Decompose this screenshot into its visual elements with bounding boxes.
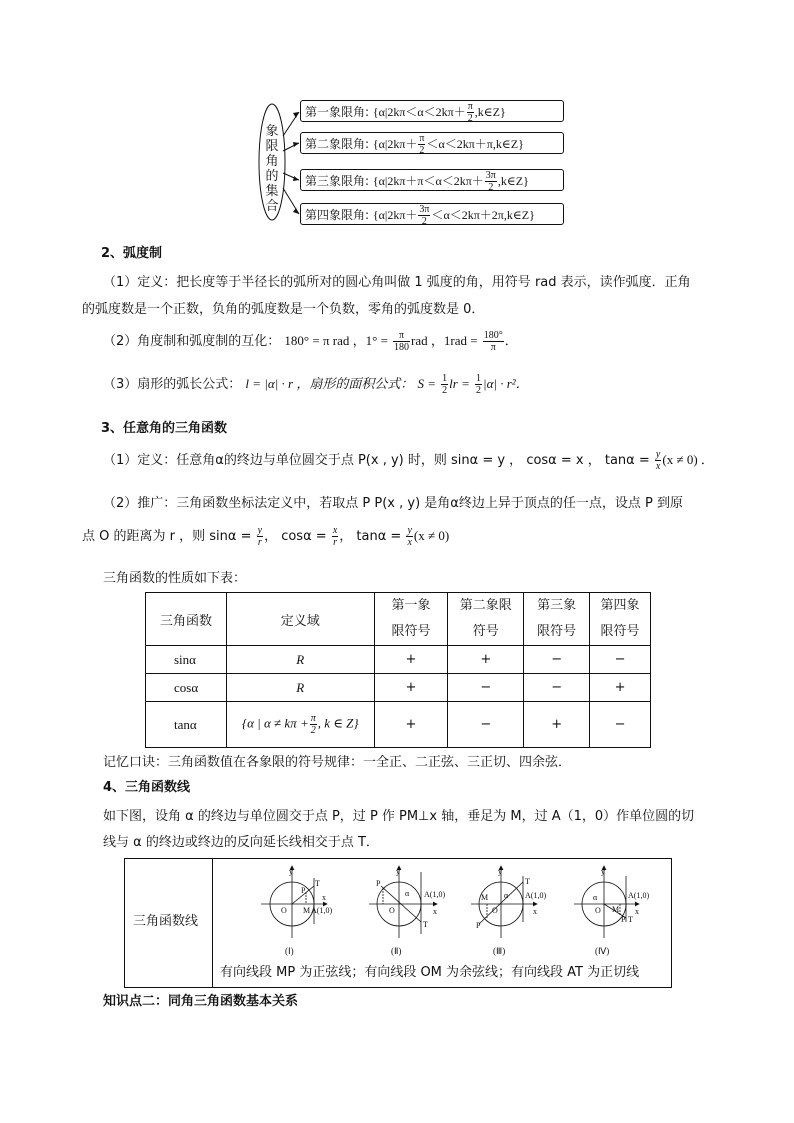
- function-cell: sinα: [146, 646, 227, 674]
- svg-text:M: M: [303, 906, 311, 915]
- sign-cell: +: [374, 674, 448, 702]
- table-header-row: [146, 593, 651, 646]
- domain-cell: R: [226, 674, 374, 702]
- quadrant-set-end: ,k∈Z}: [497, 174, 529, 188]
- sign-cell: −: [524, 646, 590, 674]
- table-row: [146, 646, 651, 674]
- sign-cell: −: [448, 674, 524, 702]
- trig-lines-figures: [219, 862, 665, 958]
- quadrant-set: {α|2kπ＋: [372, 208, 418, 222]
- section3-gen-line2: [82, 518, 449, 555]
- sign-cell: −: [448, 702, 524, 748]
- header-domain: 定义域: [226, 593, 374, 646]
- figure-1: [261, 866, 327, 938]
- section2-def-line2: 的弧度数是一个正数，负角的弧度数是一个负数，零角的弧度数是 0．: [82, 302, 485, 317]
- section2-conversion: [103, 325, 518, 358]
- section4-line1: 如下图，设角 α 的终边与单位圆交于点 P，过 P 作 PM⊥x 轴，垂足为 M，过 A（1，0）作单位圆的切: [103, 809, 695, 824]
- header-q4: 第四象 限符号: [590, 593, 651, 646]
- section2-def-line1: （1）定义：把长度等于半径长的弧所对的圆心角叫做 1 弧度的角，用符号 rad 表示，读作弧度．正角: [103, 275, 691, 290]
- section2-sector: [103, 368, 529, 401]
- sign-cell: −: [590, 646, 651, 674]
- figure-captions: [285, 946, 609, 956]
- arc-length-formula: l = |α| · r ，扇形的面积公式：: [245, 376, 414, 391]
- svg-text:T: T: [423, 920, 428, 929]
- figure-4: [574, 866, 639, 938]
- trig-lines-footnote: 有向线段 MP 为正弦线；有向线段 OM 为余弦线；有向线段 AT 为正切线: [220, 965, 640, 980]
- conversion-frac-a: $\frac{\pi}{180}$: [394, 330, 410, 353]
- quadrant-set: {α|2kπ＋π＜α＜2kπ＋: [372, 174, 484, 188]
- svg-text:O: O: [389, 906, 395, 915]
- sign-cell: +: [374, 646, 448, 674]
- trig-lines-label: 三角函数线: [133, 914, 199, 929]
- quadrant-name: 第一象限角:: [305, 105, 370, 119]
- area-formula-pre: S =: [417, 376, 437, 391]
- svg-text:(Ⅰ): (Ⅰ): [285, 946, 294, 956]
- quadrant-set-end: ＜α＜2kπ＋π,k∈Z}: [426, 137, 524, 151]
- svg-text:x: x: [322, 893, 326, 902]
- svg-text:x: x: [635, 907, 639, 916]
- svg-text:P: P: [476, 921, 481, 930]
- sign-cell: +: [448, 646, 524, 674]
- quadrant-name: 第四象限角:: [305, 208, 370, 222]
- domain-post: , k ∈ Z}: [317, 715, 359, 731]
- section3-heading: 3、任意角的三角函数: [101, 421, 228, 436]
- svg-text:O: O: [595, 906, 601, 915]
- svg-text:O: O: [492, 906, 498, 915]
- svg-text:O: O: [281, 906, 287, 915]
- section4-line2: 线与 α 的终边或终边的反向延长线相交于点 T．: [103, 835, 379, 850]
- table-intro: 三角函数的性质如下表：: [103, 571, 247, 586]
- section3-gen-line1: （2）推广：三角函数坐标法定义中，若取点 P P(x , y) 是角α终边上异于顶点的任一点，设点 P 到原: [103, 496, 683, 511]
- definition-end: (x ≠ 0) ．: [662, 452, 714, 467]
- general-sin-label: 点 O 的距离为 r ，则 sinα =: [82, 529, 252, 544]
- figure-2-labels: [376, 867, 445, 929]
- section4-heading: 4、三角函数线: [103, 780, 191, 795]
- svg-text:(Ⅱ): (Ⅱ): [391, 946, 402, 956]
- general-tan-frac: $\frac{y}{x}$: [407, 525, 412, 548]
- svg-text:y: y: [498, 867, 502, 876]
- quadrant-frac: $\frac{3\pi}{2}$: [485, 170, 496, 193]
- quadrant-item-1: [300, 100, 564, 122]
- table-divider: [212, 859, 213, 987]
- header-q3: 第三象 限符号: [524, 593, 590, 646]
- area-formula-mid: lr =: [449, 376, 470, 391]
- sign-cell: −: [524, 674, 590, 702]
- svg-text:A(1,0): A(1,0): [311, 906, 333, 915]
- svg-text:A(1,0): A(1,0): [628, 891, 650, 900]
- trig-lines-table: [124, 858, 672, 988]
- section3-definition: [103, 442, 714, 479]
- sign-cell: −: [590, 702, 651, 748]
- quadrant-set: {α|2kπ＜α＜2kπ＋: [372, 105, 466, 119]
- conversion-formula-a: 180° = π rad ，1° =: [284, 333, 388, 348]
- quadrant-item-2: [300, 132, 564, 154]
- svg-text:α: α: [504, 891, 509, 900]
- svg-text:T: T: [525, 877, 530, 886]
- svg-text:P: P: [621, 915, 626, 924]
- svg-text:A(1,0): A(1,0): [525, 891, 547, 900]
- quadrant-name: 第二象限角:: [305, 137, 370, 151]
- area-formula-post: |α| · r²．: [483, 376, 529, 391]
- domain-cell: R: [226, 646, 374, 674]
- function-cell: tanα: [146, 702, 227, 748]
- conversion-end: ．: [504, 334, 518, 349]
- svg-text:M: M: [481, 893, 489, 902]
- area-half-2: $\frac{1}{2}$: [476, 373, 481, 396]
- sector-label: （3）扇形的弧长公式：: [103, 377, 242, 392]
- area-half-1: $\frac{1}{2}$: [442, 373, 448, 396]
- mnemonic: 记忆口诀：三角函数值在各象限的符号规律：一全正、二正弦、三正切、四余弦．: [103, 755, 572, 770]
- figure-4-labels: [593, 867, 649, 924]
- sign-cell: +: [590, 674, 651, 702]
- svg-text:α: α: [593, 893, 598, 902]
- svg-text:(Ⅲ): (Ⅲ): [493, 946, 506, 956]
- svg-text:A(1,0): A(1,0): [424, 890, 446, 899]
- header-q2: 第二象限 符号: [448, 593, 524, 646]
- svg-text:P: P: [376, 879, 381, 888]
- function-cell: cosα: [146, 674, 227, 702]
- general-sin-frac: $\frac{y}{r}$: [257, 525, 263, 548]
- quadrant-bracket-label: 象限角的集合: [265, 124, 279, 214]
- conversion-label: （2）角度制和弧度制的互化：: [103, 334, 281, 349]
- svg-text:α: α: [405, 889, 410, 898]
- general-cos-frac: $\frac{x}{r}$: [332, 525, 338, 548]
- definition-tan-frac: $\frac{y}{x}$: [655, 449, 661, 472]
- svg-text:T: T: [315, 879, 320, 888]
- quadrant-frac: $\frac{3\pi}{2}$: [419, 204, 430, 227]
- quadrant-item-4: [300, 203, 564, 225]
- general-tan-condition: (x ≠ 0): [413, 528, 450, 543]
- conversion-formula-b: rad ，1rad =: [411, 333, 478, 348]
- section2-heading: 2、弧度制: [101, 246, 163, 261]
- svg-text:T: T: [628, 915, 633, 924]
- svg-text:(Ⅳ): (Ⅳ): [595, 946, 610, 956]
- quadrant-frac: $\frac{\pi}{2}$: [419, 133, 425, 156]
- conversion-frac-b: $\frac{180^\circ}{\pi}$: [483, 330, 503, 353]
- general-cos-label: ， cosα =: [264, 529, 327, 544]
- domain-frac: $\frac{\pi}{2}$: [310, 713, 316, 736]
- domain-pre: {α | α ≠ kπ +: [241, 715, 309, 731]
- svg-text:P: P: [301, 886, 306, 895]
- figure-1-labels: [281, 867, 332, 915]
- svg-text:x: x: [533, 907, 537, 916]
- svg-text:y: y: [289, 867, 293, 876]
- svg-text:x: x: [433, 907, 437, 916]
- svg-text:y: y: [601, 867, 605, 876]
- knowledge-point-2-heading: 知识点二：同角三角函数基本关系: [103, 994, 299, 1009]
- quadrant-item-3: [300, 169, 564, 191]
- general-tan-label: ， tanα =: [339, 529, 402, 544]
- quadrant-set: {α|2kπ＋: [372, 137, 418, 151]
- sign-cell: +: [524, 702, 590, 748]
- header-q1: 第一象 限符号: [374, 593, 448, 646]
- domain-cell: [226, 702, 374, 748]
- table-row: [146, 674, 651, 702]
- quadrant-frac: $\frac{\pi}{2}$: [467, 101, 473, 124]
- definition-text: （1）定义：任意角α的终边与单位圆交于点 P(x , y) 时，则 sinα = y ， cosα = x ， tanα =: [103, 453, 650, 468]
- quadrant-name: 第三象限角:: [305, 174, 370, 188]
- svg-text:M: M: [612, 905, 620, 914]
- sign-cell: +: [374, 702, 448, 748]
- header-function: 三角函数: [146, 593, 227, 646]
- trig-sign-table: [145, 592, 651, 748]
- quadrant-set-end: ＜α＜2kπ＋2π,k∈Z}: [431, 208, 535, 222]
- table-row: [146, 702, 651, 748]
- quadrant-set-end: ,k∈Z}: [474, 105, 506, 119]
- svg-text:y: y: [396, 867, 400, 876]
